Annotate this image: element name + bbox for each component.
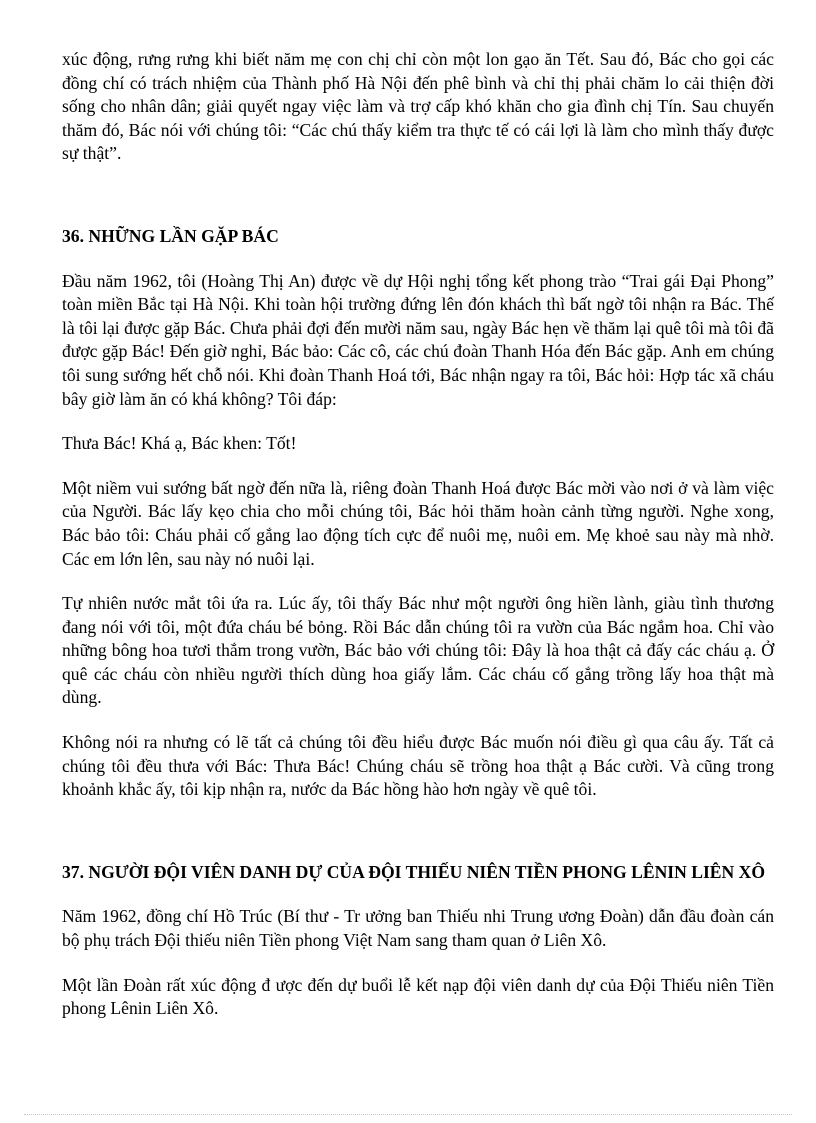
section-36-paragraph-5: Không nói ra nhưng có lẽ tất cả chúng tôi đều hiểu được Bác muốn nói điều gì qua câu ấy. Tất cả chúng tôi đều thưa với Bác: Thưa Bác! Chúng cháu sẽ trồng hoa thật ạ Bác cười. Và cũng trong khoảnh khắc ấy, tôi kịp nhận ra, nước da Bác hồng hào hơn ngày về quê tôi. (62, 732, 774, 800)
section-37-heading: 37. NGƯỜI ĐỘI VIÊN DANH DỰ CỦA ĐỘI THIẾU NIÊN TIỀN PHONG LÊNIN LIÊN XÔ (62, 861, 766, 882)
page-bottom-divider (24, 1114, 792, 1115)
section-36-paragraph-4: Tự nhiên nước mắt tôi ứa ra. Lúc ấy, tôi thấy Bác như một người ông hiền lành, giàu tình thương đang nói với tôi, một đứa cháu bé bỏng. Rồi Bác dẫn chúng tôi ra vườn của Bác ngắm hoa. Chỉ vào những bông hoa tươi thắm trong vườn, Bác bảo với chúng tôi: Đây là hoa thật cả đấy các cháu ạ. Ở quê các cháu còn nhiều người thích dùng hoa giấy lắm. Các cháu cố gắng trồng lấy hoa thật mà dùng. (62, 593, 774, 708)
section-37-paragraph-1: Năm 1962, đồng chí Hồ Trúc (Bí thư - Tr ưởng ban Thiếu nhi Trung ương Đoàn) dẫn đầu đoàn cán bộ phụ trách Đội thiếu niên Tiền phong Việt Nam sang tham quan ở Liên Xô. (62, 906, 774, 951)
intro-paragraph: xúc động, rưng rưng khi biết năm mẹ con chị chỉ còn một lon gạo ăn Tết. Sau đó, Bác cho gọi các đồng chí có trách nhiệm của Thành phố Hà Nội đến phê bình và chỉ thị phải chăm lo cải thiện đời sống cho nhân dân; giải quyết ngay việc làm và trợ cấp khó khăn cho gia đình chị Tín. Sau chuyến thăm đó, Bác nói với chúng tôi: “Các chú thấy kiểm tra thực tế có cái lợi là làm cho mình thấy được sự thật”. (62, 49, 774, 164)
section-37-paragraph-2: Một lần Đoàn rất xúc động đ ược đến dự buổi lễ kết nạp đội viên danh dự của Đội Thiếu niên Tiền phong Lênin Liên Xô. (62, 974, 774, 1019)
section-36-paragraph-1: Đầu năm 1962, tôi (Hoàng Thị An) được về dự Hội nghị tổng kết phong trào “Trai gái Đại Phong” toàn miền Bắc tại Hà Nội. Khi toàn hội trường đứng lên đón khách thì bất ngờ tôi nhận ra Bác. Thế là tôi lại được gặp Bác. Chưa phải đợi đến mười năm sau, ngày Bác hẹn về thăm lại quê tôi mà tôi đã được gặp Bác! Đến giờ nghỉ, Bác bảo: Các cô, các chú đoàn Thanh Hóa đến Bác gặp. Anh em chúng tôi sung sướng hết chỗ nói. Khi đoàn Thanh Hoá tới, Bác nhận ngay ra tôi, Bác hỏi: Hợp tác xã cháu bây giờ làm ăn có khá không? Tôi đáp: (62, 270, 774, 409)
section-36-paragraph-3: Một niềm vui sướng bất ngờ đến nữa là, riêng đoàn Thanh Hoá được Bác mời vào nơi ở và làm việc của Người. Bác lấy kẹo chia cho mỗi chúng tôi, Bác hỏi thăm hoàn cảnh từng người. Nghe xong, Bác bảo tôi: Cháu phải cố gắng lao động tích cực để nuôi mẹ, nuôi em. Mẹ khoẻ sau này mà nhờ. Các em lớn lên, sau này nó nuôi lại. (62, 477, 774, 569)
section-36-heading: 36. NHỮNG LẦN GẶP BÁC (62, 225, 279, 246)
section-36-paragraph-2: Thưa Bác! Khá ạ, Bác khen: Tốt! (62, 433, 297, 454)
document-page (62, 48, 774, 1021)
